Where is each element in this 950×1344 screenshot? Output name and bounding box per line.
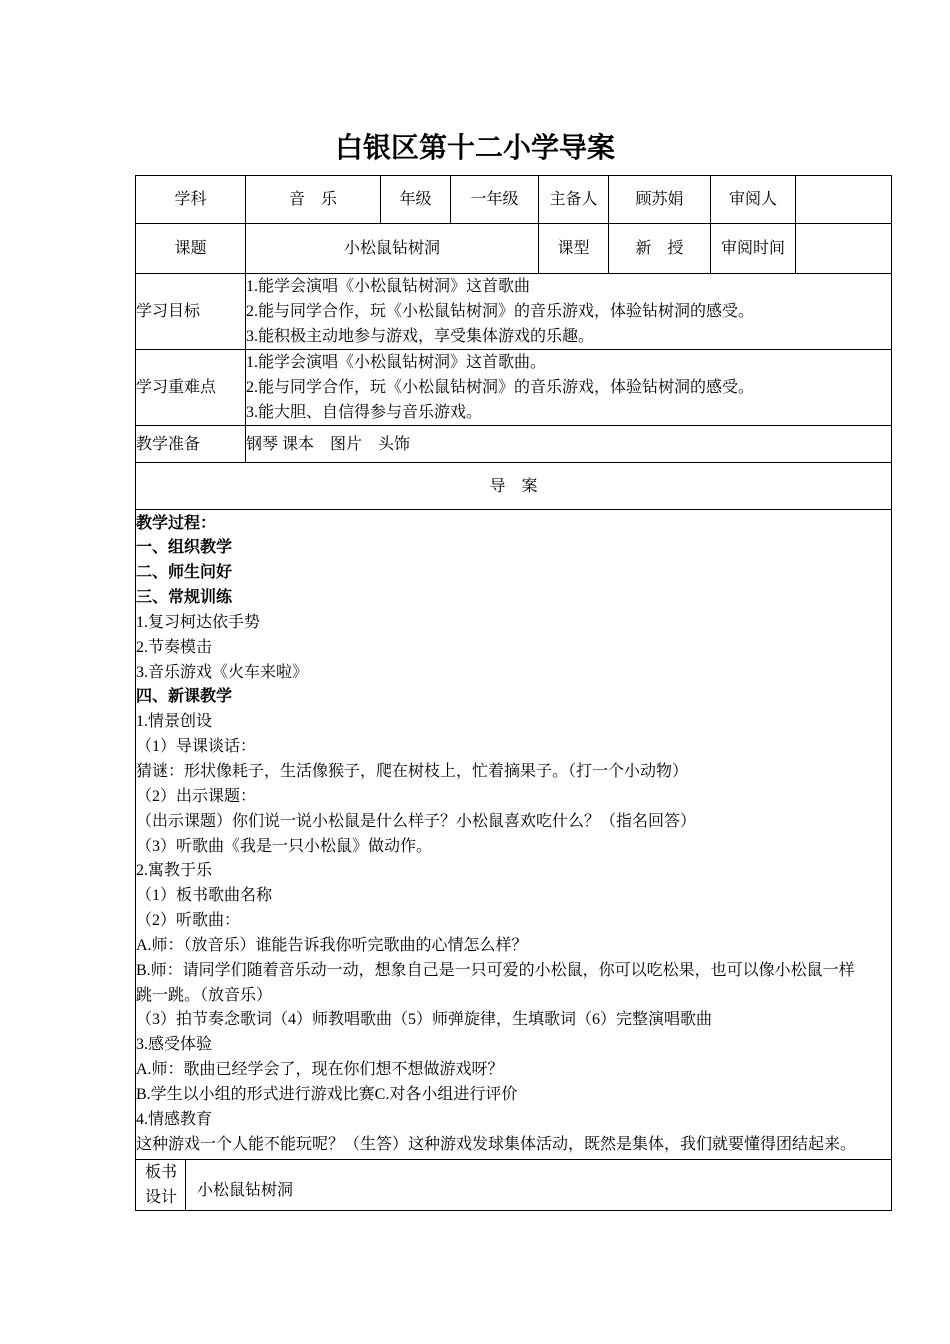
review-time-value (796, 224, 892, 274)
key-point-item: 2.能与同学合作，玩《小松鼠钻树洞》的音乐游戏，体验钻树洞的感受。 (246, 379, 755, 396)
lesson-row (136, 224, 892, 274)
process-line: B.师：请同学们随着音乐动一动，想象自己是一只可爱的小松鼠，你可以吃松果，也可以像小松鼠一样 (136, 961, 855, 979)
lesson-type-value: 新 授 (609, 224, 711, 274)
key-points-content (246, 350, 892, 426)
preparer-value: 顾苏娟 (609, 176, 711, 224)
board-design-label-line: 板书 (145, 1164, 178, 1181)
process-line: （3）拍节奏念歌词（4）师教唱歌曲（5）师弹旋律，生填歌词（6）完整演唱歌曲 (136, 1011, 713, 1029)
preparation-label: 教学准备 (136, 426, 246, 463)
board-design-label-line: 设计 (145, 1189, 178, 1206)
process-line: （3）听歌曲《我是一只小松鼠》做动作。 (136, 837, 433, 855)
board-design-label (136, 1160, 186, 1210)
process-line: 跳一跳。（放音乐） (136, 986, 273, 1004)
process-heading: 三、常规训练 (136, 589, 233, 607)
board-design-value: 小松鼠钻树洞 (197, 1182, 294, 1199)
objective-item: 3.能积极主动地参与游戏，享受集体游戏的乐趣。 (246, 328, 595, 345)
process-line: 4.情感教育 (136, 1110, 213, 1128)
process-line: （1）板书歌曲名称 (136, 887, 273, 905)
board-design (136, 1160, 891, 1210)
grade-value: 一年级 (451, 176, 539, 224)
preparation-value: 钢琴 课本 图片 头饰 (246, 426, 892, 463)
objectives-label: 学习目标 (136, 274, 246, 350)
process-heading: 一、组织教学 (136, 539, 233, 557)
process-heading: 教学过程： (136, 514, 217, 532)
review-time-label: 审阅时间 (711, 224, 796, 274)
key-point-item: 1.能学会演唱《小松鼠钻树洞》这首歌曲。 (246, 354, 547, 371)
process-line: A.师：歌曲已经学会了，现在你们想不想做游戏呀？ (136, 1061, 504, 1079)
board-design-cell (136, 1160, 892, 1211)
subject-value: 音 乐 (246, 176, 381, 224)
objective-item: 1.能学会演唱《小松鼠钻树洞》这首歌曲 (246, 278, 531, 295)
subject-label: 学科 (136, 176, 246, 224)
header-row (136, 176, 892, 224)
process-line: 3.感受体验 (136, 1036, 213, 1054)
process-line: （1）导课谈话： (136, 738, 257, 756)
grade-label: 年级 (381, 176, 451, 224)
process-line: 猜谜：形状像耗子，生活像猴子，爬在树枝上，忙着摘果子。（打一个小动物） (136, 762, 689, 780)
process-line: 2.寓教于乐 (136, 862, 213, 880)
key-points-label: 学习重难点 (136, 350, 246, 426)
preparer-label: 主备人 (539, 176, 609, 224)
process-line: 1.情景创设 (136, 713, 213, 731)
objectives-content (246, 274, 892, 350)
process-line: （出示课题）你们说一说小松鼠是什么样子？小松鼠喜欢吃什么？（指名回答） (136, 812, 697, 830)
process-line: 2.节奏模击 (136, 638, 213, 656)
teaching-process (136, 510, 892, 1160)
objectives-row (136, 274, 892, 350)
process-line: 这种游戏一个人能不能玩呢？（生答）这种游戏发球集体活动，既然是集体，我们就要懂得团结起来。 (136, 1135, 857, 1153)
lesson-type-label: 课型 (539, 224, 609, 274)
board-design-row (136, 1160, 892, 1211)
guide-heading: 导 案 (136, 463, 892, 510)
topic-value: 小松鼠钻树洞 (246, 224, 539, 274)
reviewer-value (796, 176, 892, 224)
page-title: 白银区第十二小学导案 (334, 133, 615, 164)
process-line: A.师：（放音乐）谁能告诉我你听完歌曲的心情怎么样？ (136, 936, 528, 954)
key-point-item: 3.能大胆、自信得参与音乐游戏。 (246, 404, 483, 421)
preparation-row (136, 426, 892, 463)
objective-item: 2.能与同学合作，玩《小松鼠钻树洞》的音乐游戏，体验钻树洞的感受。 (246, 303, 755, 320)
process-line: 3.音乐游戏《火车来啦》 (136, 663, 309, 681)
process-heading: 二、师生问好 (136, 564, 233, 582)
reviewer-label: 审阅人 (711, 176, 796, 224)
process-line: 1.复习柯达依手势 (136, 613, 261, 631)
process-line: （2）出示课题： (136, 787, 257, 805)
key-points-row (136, 350, 892, 426)
process-heading: 四、新课教学 (136, 688, 233, 706)
process-line: B.学生以小组的形式进行游戏比赛C.对各小组进行评价 (136, 1085, 518, 1103)
guide-heading-row (136, 463, 892, 510)
process-row (136, 510, 892, 1160)
topic-label: 课题 (136, 224, 246, 274)
process-line: （2）听歌曲： (136, 912, 241, 930)
lesson-plan-table (135, 175, 892, 1211)
